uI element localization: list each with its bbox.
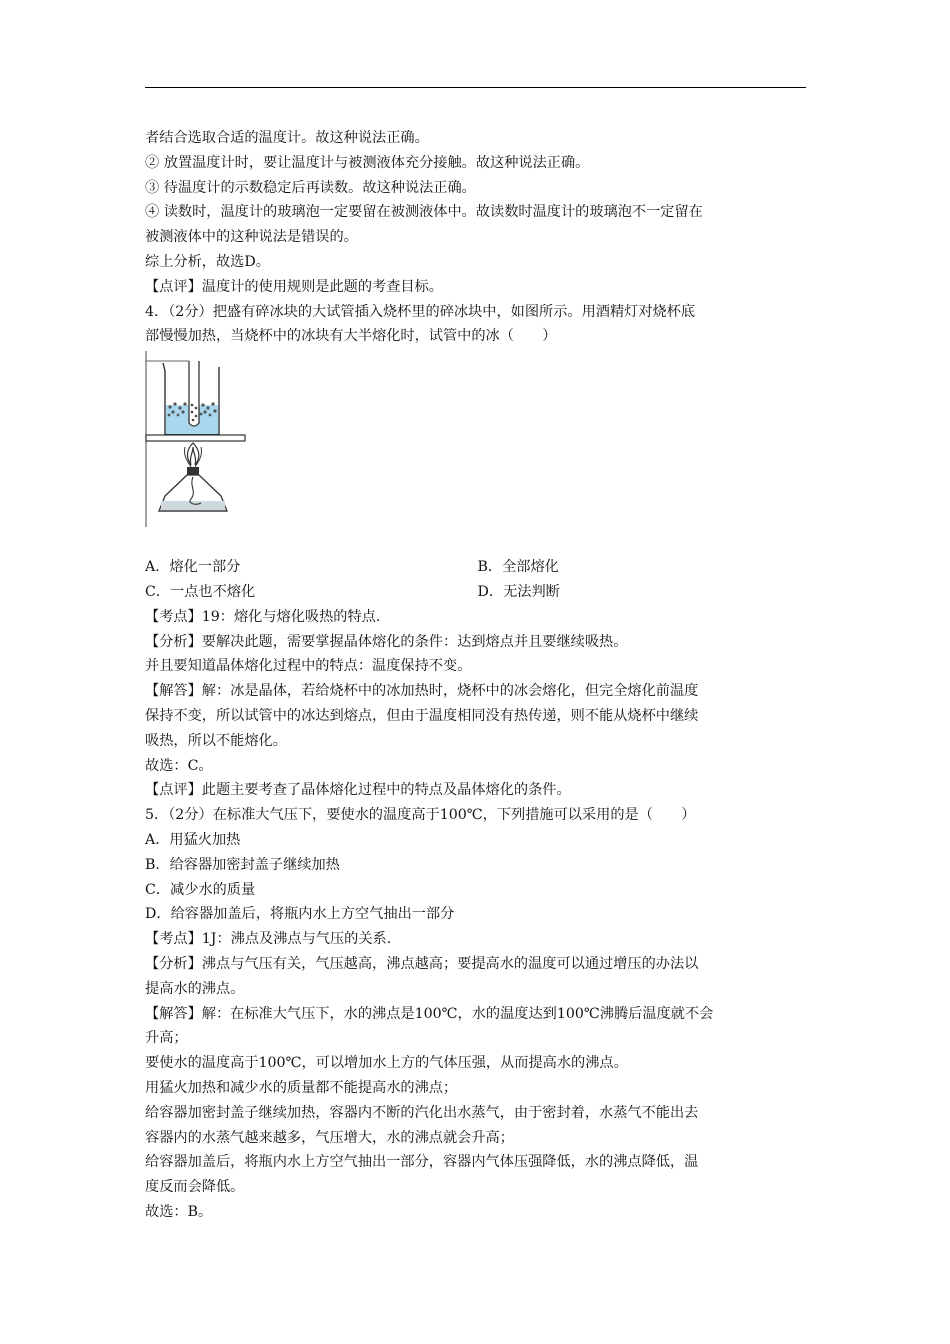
text-line: 【点评】温度计的使用规则是此题的考查目标。 [145, 278, 443, 295]
text-line: 升高； [145, 1030, 188, 1047]
beaker-test-tube-alcohol-lamp-icon [145, 351, 255, 529]
text-line: 故选：B。 [145, 1203, 213, 1220]
text-line: ② 放置温度计时，要让温度计与被测液体充分接触。故这种说法正确。 [145, 154, 590, 171]
question-4-stem: 部慢慢加热，当烧杯中的冰块有大半熔化时，试管中的冰（ ） [145, 328, 557, 345]
text-line: 度反而会降低。 [145, 1179, 245, 1196]
text-line: 【分析】沸点与气压有关，气压越高，沸点越高；要提高水的温度可以通过增压的办法以 [145, 955, 699, 972]
text-line: 提高水的沸点。 [145, 980, 245, 997]
question-4-figure [145, 351, 810, 529]
text-line: 【分析】要解决此题，需要掌握晶体熔化的条件：达到熔点并且要继续吸热。 [145, 633, 628, 650]
text-line: ④ 读数时，温度计的玻璃泡一定要留在被测液体中。故读数时温度计的玻璃泡不一定留在 [145, 204, 703, 221]
text-line: 给容器加密封盖子继续加热，容器内不断的汽化出水蒸气，由于密封着，水蒸气不能出去 [145, 1104, 699, 1121]
option-d: D．给容器加盖后，将瓶内水上方空气抽出一部分 [145, 906, 455, 923]
option-row [145, 580, 810, 605]
text-line: 【考点】1J：沸点及沸点与气压的关系. [145, 931, 392, 948]
question-4-stem: 4．（2分）把盛有碎冰块的大试管插入烧杯里的碎冰块中，如图所示。用酒精灯对烧杯底 [145, 303, 696, 320]
text-line: 【解答】解：在标准大气压下，水的沸点是100℃，水的温度达到100℃沸腾后温度就不会 [145, 1005, 714, 1022]
question-5-stem: 5．（2分）在标准大气压下，要使水的温度高于100℃，下列措施可以采用的是（ ） [145, 807, 696, 824]
text-line: 保持不变，所以试管中的冰达到熔点，但由于温度相同没有热传递，则不能从烧杯中继续 [145, 707, 699, 724]
text-line: 并且要知道晶体熔化过程中的特点：温度保持不变。 [145, 658, 472, 675]
text-line: 【解答】解：冰是晶体，若给烧杯中的冰加热时，烧杯中的冰会熔化，但完全熔化前温度 [145, 683, 699, 700]
text-line: 吸热，所以不能熔化。 [145, 732, 287, 749]
text-line: 被测液体中的这种说法是错误的。 [145, 229, 358, 246]
text-line: 者结合选取合适的温度计。故这种说法正确。 [145, 130, 429, 146]
option-d: D．无法判断 [477, 583, 560, 600]
text-line: 给容器加盖后，将瓶内水上方空气抽出一部分，容器内气体压强降低，水的沸点降低，温 [145, 1154, 699, 1171]
text-line: 综上分析，故选D。 [145, 253, 270, 270]
option-row [145, 555, 810, 580]
text-line: 容器内的水蒸气越来越多，气压增大，水的沸点就会升高； [145, 1129, 514, 1146]
text-line: 用猛火加热和减少水的质量都不能提高水的沸点； [145, 1079, 458, 1096]
option-c: C．减少水的质量 [145, 881, 256, 898]
option-b: B．全部熔化 [477, 559, 559, 576]
text-line: 【考点】19：熔化与熔化吸热的特点. [145, 608, 381, 625]
text-line: 要使水的温度高于100℃，可以增加水上方的气体压强，从而提高水的沸点。 [145, 1055, 628, 1072]
document-body [145, 126, 810, 1225]
option-a: A．熔化一部分 [145, 559, 241, 576]
option-b: B．给容器加密封盖子继续加热 [145, 856, 340, 873]
header-rule [145, 87, 806, 88]
option-c: C．一点也不熔化 [145, 583, 256, 600]
text-line: 故选：C。 [145, 757, 213, 774]
text-line: ③ 待温度计的示数稳定后再读数。故这种说法正确。 [145, 179, 476, 196]
text-line: 【点评】此题主要考查了晶体熔化过程中的特点及晶体熔化的条件。 [145, 782, 571, 799]
option-a: A．用猛火加热 [145, 831, 241, 848]
